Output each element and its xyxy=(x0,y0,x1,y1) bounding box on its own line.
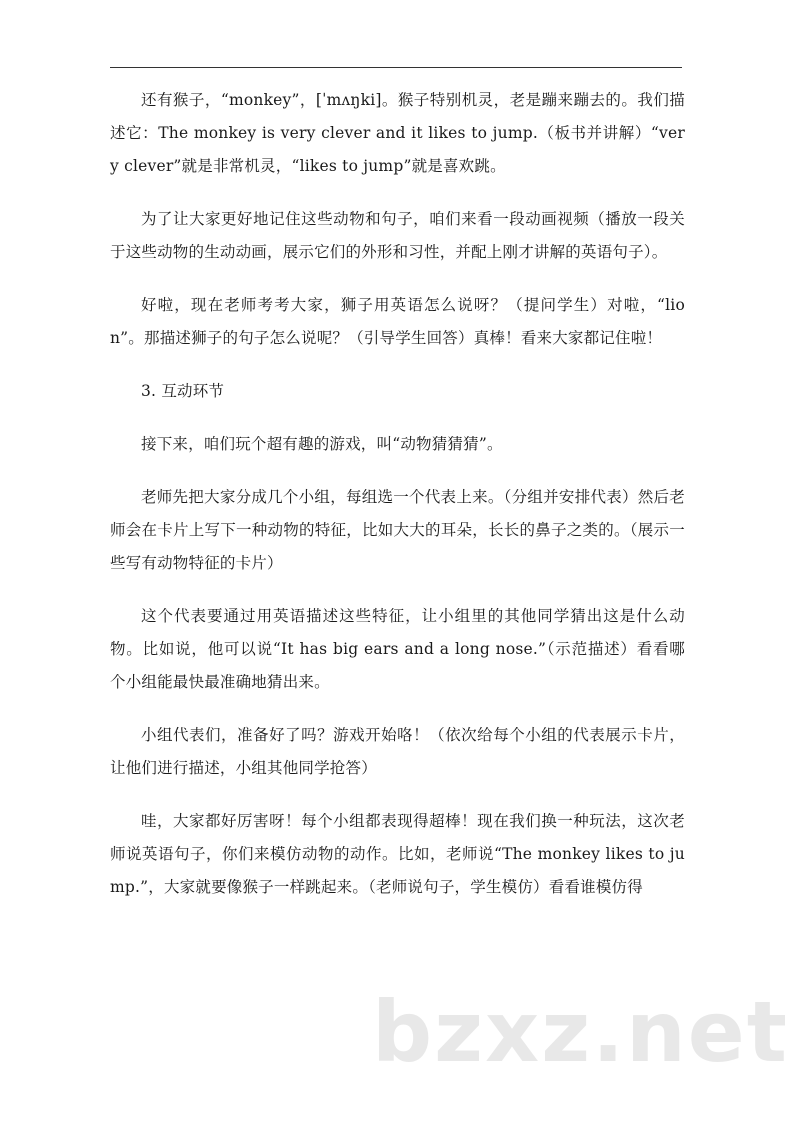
paragraph-imitate: 哇，大家都好厉害呀！每个小组都表现得超棒！现在我们换一种玩法，这次老师说英语句子，你们来模仿动物的动作。比如，老师说“The monkey likes to jump.”，大家就要像猴子一样跳起来。（老师说句子，学生模仿）看看谁模仿得 xyxy=(110,812,685,896)
paragraph-monkey: 还有猴子，“monkey”，[ˈmʌŋki]。猴子特别机灵，老是蹦来蹦去的。我们描述它：The monkey is very clever and it likes to jump.（板书并讲解）“very clever”就是非常机灵，“likes to jump”就是喜欢跳。 xyxy=(110,91,685,175)
paragraph-describe: 这个代表要通过用英语描述这些特征，让小组里的其他同学猜出这是什么动物。比如说，他可以说“It has big ears and a long nose.”（示范描述）看看哪个小组能最快最准确地猜出来。 xyxy=(110,607,685,691)
paragraph-game-intro: 接下来，咱们玩个超有趣的游戏，叫“动物猜猜猜”。 xyxy=(141,435,503,453)
paragraph-groups: 老师先把大家分成几个小组，每组选一个代表上来。（分组并安排代表）然后老师会在卡片上写下一种动物的特征，比如大大的耳朵，长长的鼻子之类的。（展示一些写有动物特征的卡片） xyxy=(110,488,685,572)
watermark: bzxz.net xyxy=(372,983,789,1081)
paragraph-animation-video: 为了让大家更好地记住这些动物和句子，咱们来看一段动画视频（播放一段关于这些动物的生动动画，展示它们的外形和习性，并配上刚才讲解的英语句子）。 xyxy=(110,210,685,261)
paragraph-lion-question: 好啦，现在老师考考大家，狮子用英语怎么说呀？（提问学生）对啦，“lion”。那描述狮子的句子怎么说呢？（引导学生回答）真棒！看来大家都记住啦！ xyxy=(110,296,685,347)
section-heading-interaction: 3. 互动环节 xyxy=(141,382,225,400)
header-rule xyxy=(110,67,682,68)
document-body xyxy=(110,84,685,924)
paragraph-game-start: 小组代表们，准备好了吗？游戏开始咯！（依次给每个小组的代表展示卡片，让他们进行描述，小组其他同学抢答） xyxy=(110,726,685,777)
